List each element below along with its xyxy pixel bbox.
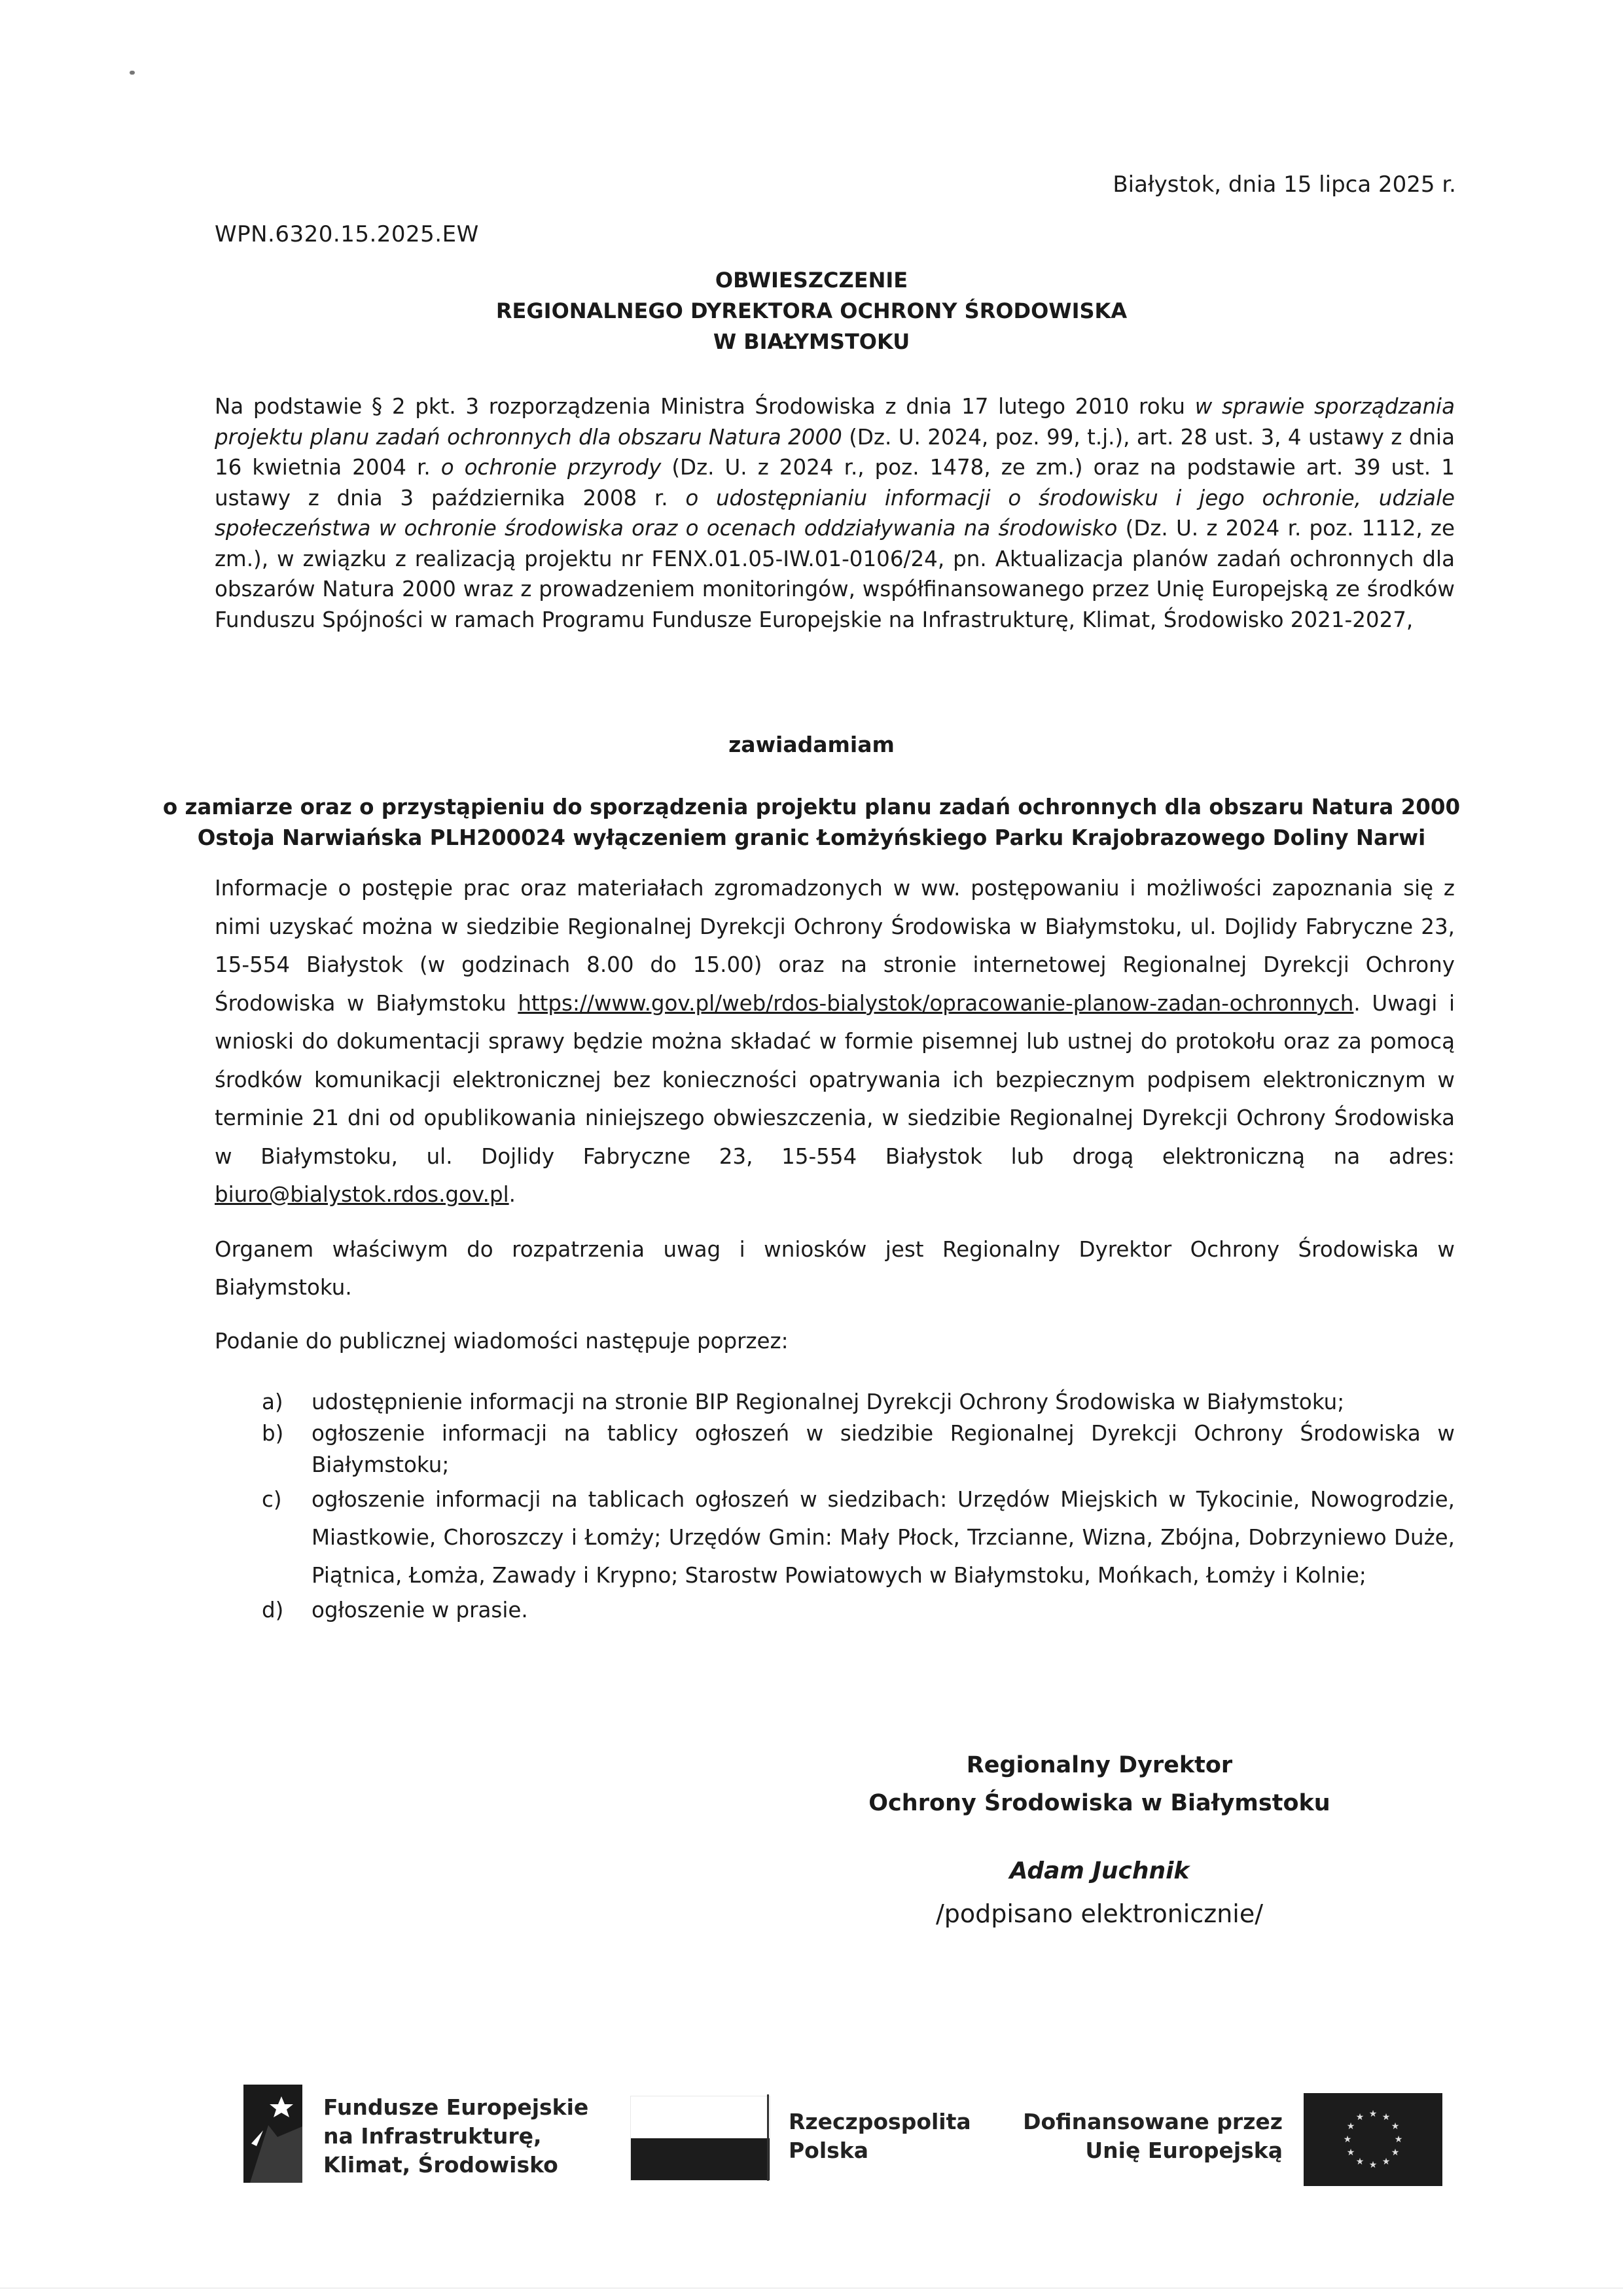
authority-paragraph: Organem właściwym do rozpatrzenia uwag i wniosków jest Regionalny Dyrektor Ochrony Środowiska w Białymstoku. <box>215 1237 1455 1300</box>
signatory-title-line-1: Regionalny Dyrektor <box>966 1752 1233 1778</box>
list-marker: a) <box>262 1390 283 1414</box>
fundusze-europejskie-label <box>323 2093 588 2179</box>
svg-text:★: ★ <box>1382 2157 1391 2167</box>
fe-line-3: Klimat, Środowisko <box>323 2152 558 2178</box>
title-line-2: REGIONALNEGO DYREKTORA OCHRONY ŚRODOWISKA <box>495 298 1128 323</box>
svg-text:★: ★ <box>1391 2121 1400 2132</box>
svg-text:★: ★ <box>1368 2160 1378 2170</box>
rzeczpospolita-label <box>789 2108 971 2165</box>
svg-text:★: ★ <box>1355 2112 1364 2123</box>
rdos-website-link[interactable]: https://www.gov.pl/web/rdos-bialystok/opracowanie-planow-zadan-ochronnych <box>518 990 1354 1016</box>
act-title-environment: o udostępnianiu informacji o środowisku i jego ochronie, udziale społeczeństwa w ochronie środowiska oraz o ocenach oddziaływania na środowisko <box>215 485 1455 541</box>
list-marker: b) <box>262 1421 284 1446</box>
eu-line-2: Unię Europejską <box>1085 2138 1283 2163</box>
fe-line-2: na Infrastrukturę, <box>323 2123 542 2149</box>
logo-divider <box>767 2094 769 2181</box>
electronic-signature-note: /podpisano elektronicznie/ <box>935 1899 1264 1928</box>
list-item <box>215 1480 1455 1594</box>
regulation-title: w sprawie sporządzania projektu planu zadań ochronnych dla obszaru Natura 2000 <box>215 394 1455 450</box>
legal-basis-text-2: (Dz. U. 2024, poz. 99, t.j.), art. 28 ust. 3, 4 ustawy z dnia 16 kwietnia 2004 r. <box>215 424 1455 480</box>
scan-edge <box>0 2287 1623 2289</box>
svg-text:★: ★ <box>1368 2109 1378 2119</box>
signatory-name: Adam Juchnik <box>1009 1857 1190 1884</box>
svg-text:★: ★ <box>1382 2112 1391 2123</box>
title-line-3: W BIAŁYMSTOKU <box>713 329 910 354</box>
list-item <box>215 1418 1455 1480</box>
svg-text:★: ★ <box>1346 2147 1355 2158</box>
info-text-2: . Uwagi i wnioski do dokumentacji sprawy będzie można składać w formie pisemnej lub ustnej do protokołu oraz za pomocą środków komunikacji elektronicznej bez konieczności opatrywania ich bezpiecznym podpisem elektronicznym w terminie 21 dni od opublikowania niniejszego obwieszczenia, w siedzibie Regionalnej Dyrekcji Ochrony Środowiska w Białymstoku, ul. Dojlidy Fabryczne 23, 15-554 Białystok lub drogą elektroniczną na adres: <box>215 990 1455 1169</box>
eu-line-1: Dofinansowane przez <box>1023 2109 1283 2134</box>
svg-text:★: ★ <box>1355 2157 1364 2167</box>
legal-basis-text-4: (Dz. U. z 2024 r. poz. 1112, ze zm.), w związku z realizacją projektu nr FENX.01.05-IW.01-0106/24, pn. Aktualizacja planów zadań ochronnych dla obszarów Natura 2000 wraz z prowadzeniem monitoringów, współfinansowanego przez Unię Europejską ze środków Funduszu Spójności w ramach Programu Fundusze Europejskie na Infrastrukturę, Klimat, Środowisko 2021-2027, <box>215 516 1455 632</box>
signatory-title-line-2: Ochrony Środowiska w Białymstoku <box>868 1790 1330 1816</box>
list-item-text: ogłoszenie w prasie. <box>312 1598 528 1623</box>
case-reference: WPN.6320.15.2025.EW <box>215 221 479 247</box>
information-paragraph <box>215 869 1455 1214</box>
rp-line-1: Rzeczpospolita <box>789 2109 971 2134</box>
info-text-3: . <box>508 1182 516 1207</box>
legal-basis-text-3: (Dz. U. z 2024 r., poz. 1478, ze zm.) oraz na podstawie art. 39 ust. 1 ustawy z dnia 3 października 2008 r. <box>215 455 1455 511</box>
publication-intro: Podanie do publicznej wiadomości następuje poprzez: <box>215 1329 789 1354</box>
list-item-text: udostępnienie informacji na stronie BIP Regionalnej Dyrekcji Ochrony Środowiska w Białymstoku; <box>312 1390 1345 1414</box>
place-date: Białystok, dnia 15 lipca 2025 r. <box>1113 171 1456 198</box>
legal-basis-text-1: Na podstawie § 2 pkt. 3 rozporządzenia Ministra Środowiska z dnia 17 lutego 2010 roku <box>215 394 1195 419</box>
signatory-title <box>772 1746 1427 1822</box>
fe-line-1: Fundusze Europejskie <box>323 2094 589 2120</box>
act-title-nature: o ochronie przyrody <box>440 455 662 480</box>
list-marker: c) <box>262 1487 282 1512</box>
subject-heading <box>0 792 1623 853</box>
subject-line-2: Ostoja Narwiańska PLH200024 wyłączeniem granic Łomżyńskiego Parku Krajobrazowego Doliny Narwi <box>197 825 1426 850</box>
info-text-1: Informacje o postępie prac oraz materiałach zgromadzonych w ww. postępowaniu i możliwości zapoznania się z nimi uzyskać można w siedzibie Regionalnej Dyrekcji Ochrony Środowiska w Białymstoku, ul. Dojlidy Fabryczne 23, 15-554 Białystok (w godzinach 8.00 do 15.00) oraz na stronie internetowej Regionalnej Dyrekcji Ochrony Środowiska w Białymstoku <box>215 876 1455 1016</box>
eu-flag-icon <box>1304 2093 1442 2186</box>
list-item <box>215 1386 1455 1418</box>
list-item-text: ogłoszenie informacji na tablicach ogłoszeń w siedzibach: Urzędów Miejskich w Tykocinie, Nowogrodzie, Miastkowie, Choroszczy i Łomży; Urzędów Gmin: Mały Płock, Trzcianne, Wizna, Zbójna, Dobrzyniewo Duże, Piątnica, Łomża, Zawady i Krypno; Starostw Powiatowych w Białymstoku, Mońkach, Łomży i Kolnie; <box>312 1487 1455 1588</box>
rdos-email-link[interactable]: biuro@bialystok.rdos.gov.pl <box>215 1182 509 1207</box>
publication-list <box>215 1386 1455 1626</box>
scan-artifact <box>130 71 135 75</box>
subject-line-1: o zamiarze oraz o przystąpieniu do sporządzenia projektu planu zadań ochronnych dla obszaru Natura 2000 <box>162 795 1461 819</box>
list-marker: d) <box>262 1598 284 1623</box>
svg-text:★: ★ <box>1343 2134 1352 2145</box>
document-title <box>0 265 1623 357</box>
rp-line-2: Polska <box>789 2138 869 2163</box>
eu-cofinanced-label <box>1008 2108 1283 2165</box>
svg-text:★: ★ <box>1391 2147 1400 2158</box>
list-item-text: ogłoszenie informacji na tablicy ogłoszeń w siedzibie Regionalnej Dyrekcji Ochrony Środowiska w Białymstoku; <box>312 1421 1455 1477</box>
notify-heading: zawiadamiam <box>728 732 895 757</box>
legal-basis-paragraph <box>215 391 1455 635</box>
polish-flag-icon <box>630 2096 770 2181</box>
svg-text:★: ★ <box>1346 2121 1355 2132</box>
fundusze-europejskie-logo-icon <box>243 2085 302 2183</box>
list-item <box>215 1594 1455 1626</box>
svg-text:★: ★ <box>1394 2134 1403 2145</box>
title-line-1: OBWIESZCZENIE <box>715 268 908 293</box>
